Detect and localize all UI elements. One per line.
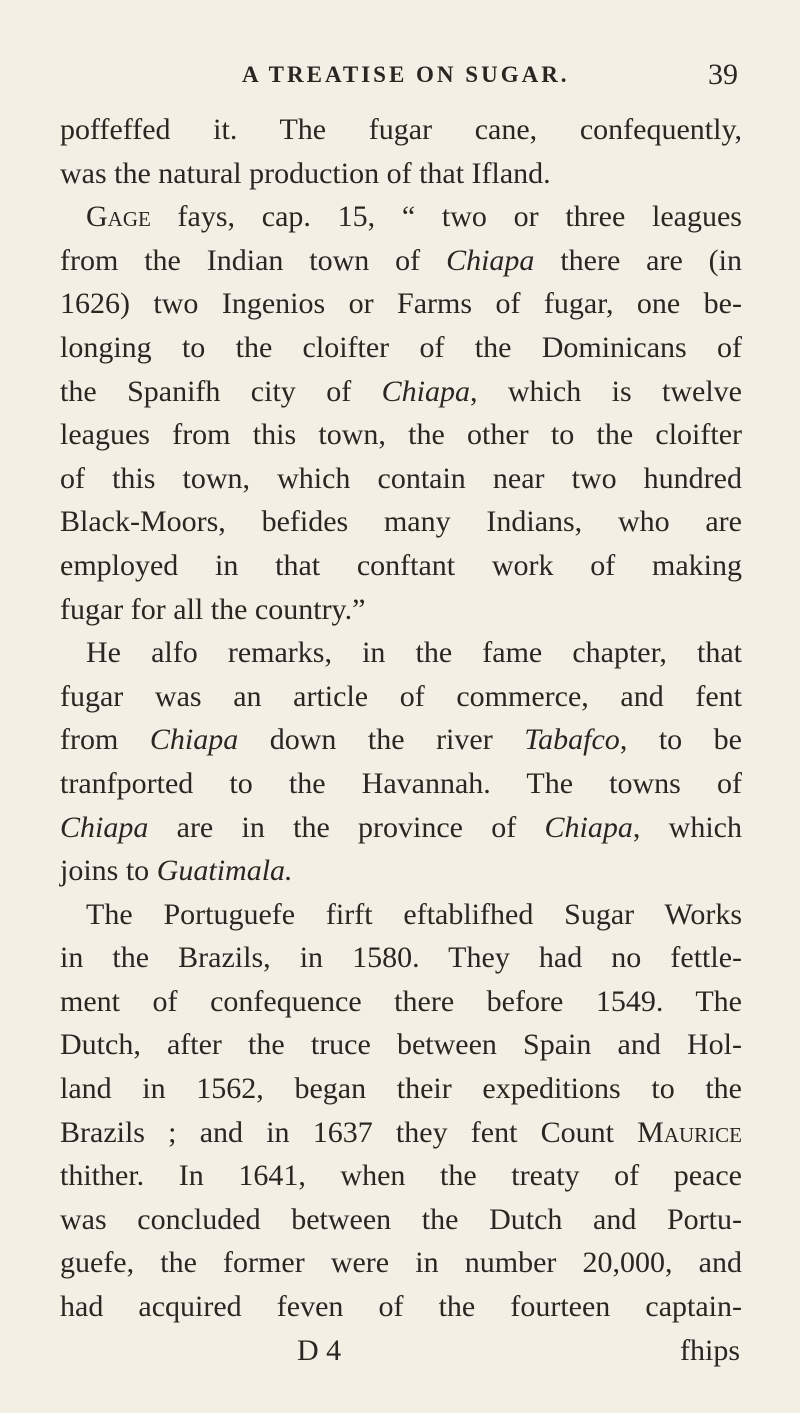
- running-head: [60, 58, 740, 98]
- running-head-title: A TREATISE ON SUGAR.: [242, 62, 570, 87]
- person-name: Maurice: [637, 1115, 742, 1149]
- text-line: Black-Moors, befides many Indians, who are: [60, 505, 742, 539]
- text-line: 1626) two Ingenios or Farms of fugar, one be-: [60, 287, 742, 321]
- signature-mark: D 4: [297, 1333, 342, 1367]
- text-line: poffeffed it. The fugar cane, confequently,: [60, 113, 742, 146]
- text-line: He alfo remarks, in the fame chapter, that: [86, 636, 742, 670]
- text-line: was the natural production of that Ifland.: [60, 156, 551, 190]
- text-line: was concluded between the Dutch and Portu-: [60, 1202, 742, 1236]
- text-line: from Chiapa down the river Tabafco, to be: [60, 723, 742, 757]
- text-line: thither. In 1641, when the treaty of peace: [60, 1159, 742, 1193]
- page-footer: [60, 1329, 742, 1373]
- text-line: longing to the cloifter of the Dominicans of: [60, 330, 742, 364]
- text-line: from the Indian town of Chiapa there are (in: [60, 243, 742, 277]
- body-text: [60, 108, 742, 1372]
- text-line: employed in that conftant work of making: [60, 548, 742, 582]
- text-line: land in 1562, began their expeditions to the: [60, 1072, 742, 1106]
- text-line: ment of confequence there before 1549. The: [60, 984, 742, 1018]
- author-name: Gage: [86, 200, 151, 234]
- text-line: Chiapa are in the province of Chiapa, which: [60, 810, 742, 844]
- text-line: Gage fays, cap. 15, “ two or three leagues: [86, 200, 742, 234]
- text-line: joins to Guatimala.: [60, 854, 293, 888]
- text-line: fugar was an article of commerce, and fent: [60, 679, 742, 713]
- page-number: 39: [708, 58, 738, 91]
- text-line: leagues from this town, the other to the cloifter: [60, 418, 742, 452]
- text-line: The Portuguefe firft eftablifhed Sugar Works: [86, 897, 742, 931]
- text-line: Brazils ; and in 1637 they fent Count Maurice: [60, 1115, 742, 1149]
- text-line: of this town, which contain near two hundred: [60, 461, 742, 495]
- text-line: Dutch, after the truce between Spain and Hol-: [60, 1028, 742, 1062]
- catchword: fhips: [680, 1333, 740, 1367]
- text-line: fugar for all the country.”: [60, 592, 366, 626]
- text-line: tranfported to the Havannah. The towns of: [60, 766, 742, 800]
- text-line: the Spanifh city of Chiapa, which is twelve: [60, 374, 742, 408]
- text-line: guefe, the former were in number 20,000, and: [60, 1246, 742, 1280]
- text-line: in the Brazils, in 1580. They had no fettle-: [60, 941, 742, 975]
- text-line: had acquired feven of the fourteen captain-: [60, 1290, 742, 1324]
